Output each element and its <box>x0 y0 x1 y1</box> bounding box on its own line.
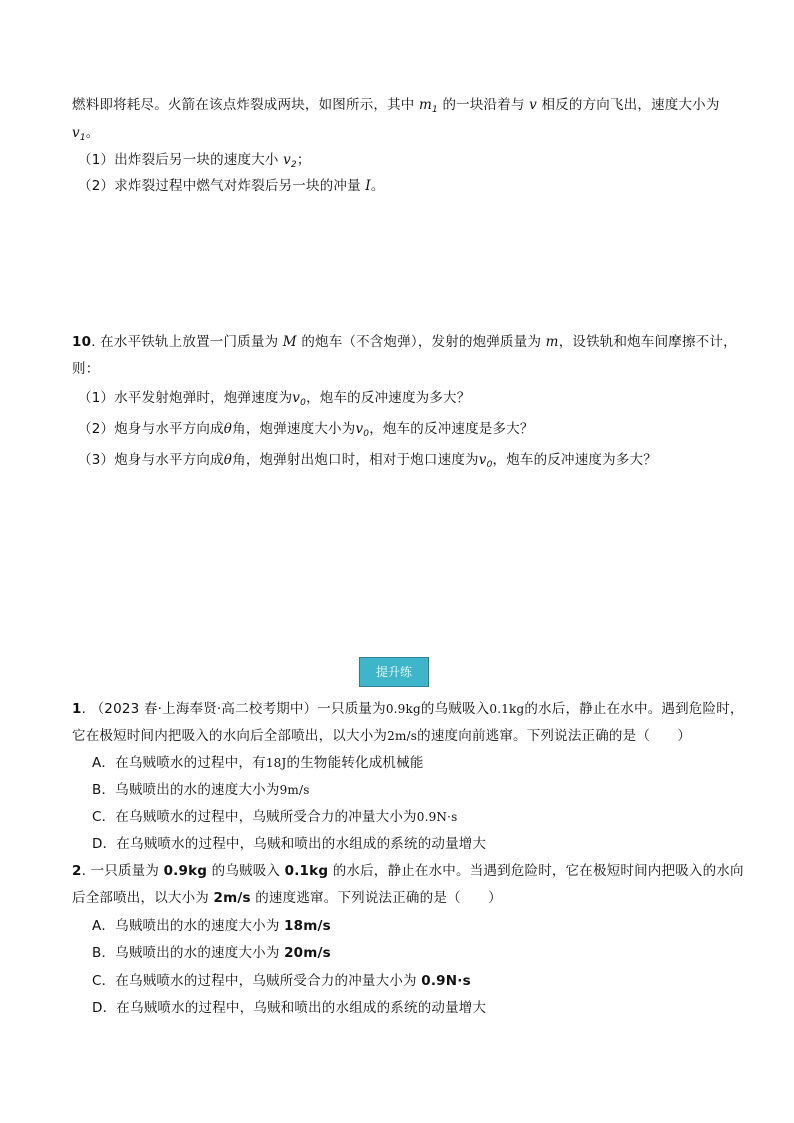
e2-line-1: 2. 一只质量为 0.9kg 的乌贼吸入 0.1kg 的水后，静止在水中。当遇到危险时，它在极短时间内把吸入的水向 <box>72 863 744 879</box>
q10-line-1: 10. 在水平铁轨上放置一门质量为 M 的炮车（不含炮弹），发射的炮弹质量为 m，设铁轨和炮车间摩擦不计， <box>72 334 737 350</box>
q10-part-1: （1）水平发射炮弹时，炮弹速度为$v_0$，炮车的反冲速度为多大？ <box>78 390 471 408</box>
e1-option-b: B．乌贼喷出的水的速度大小为9m/s <box>92 782 310 798</box>
e2-option-d: D．在乌贼喷水的过程中，乌贼和喷出的水组成的系统的动量增大 <box>92 1000 487 1016</box>
e1-line-1: 1. （2023 春·上海奉贤·高二校考期中）一只质量为0.9kg的乌贼吸入0.1kg的水后，静止在水中。遇到危险时， <box>72 701 744 717</box>
q10-part-3: （3）炮身与水平方向成θ角，炮弹射出炮口时，相对于炮口速度为$v_0$，炮车的反冲速度为多大？ <box>78 452 657 470</box>
q10-line-2: 则： <box>72 361 100 377</box>
e2-option-b: B．乌贼喷出的水的速度大小为 20m/s <box>92 945 331 961</box>
e1-option-c: C．在乌贼喷水的过程中，乌贼所受合力的冲量大小为0.9N·s <box>92 809 458 825</box>
q9-line-2: $v_1$。 <box>72 125 100 143</box>
e1-option-a: A．在乌贼喷水的过程中，有18J的生物能转化成机械能 <box>92 755 424 771</box>
e2-option-a: A．乌贼喷出的水的速度大小为 18m/s <box>92 918 331 934</box>
q9-part-2: （2）求炸裂过程中燃气对炸裂后另一块的冲量 I。 <box>78 178 385 194</box>
e2-option-c: C．在乌贼喷水的过程中，乌贼所受合力的冲量大小为 0.9N·s <box>92 973 471 989</box>
q10-part-2: （2）炮身与水平方向成θ角，炮弹速度大小为$v_0$，炮车的反冲速度是多大？ <box>78 421 534 439</box>
section-badge: 提升练 <box>359 657 429 687</box>
q9-part-1: （1）出炸裂后另一块的速度大小 $v_2$； <box>78 152 311 170</box>
q9-line-1: 燃料即将耗尽。火箭在该点炸裂成两块，如图所示，其中 $m_1$ 的一块沿着与 v 相反的方向飞出，速度大小为 <box>72 97 720 115</box>
e1-option-d: D．在乌贼喷水的过程中，乌贼和喷出的水组成的系统的动量增大 <box>92 836 487 852</box>
e2-line-2: 后全部喷出，以大小为 2m/s 的速度逃窜。下列说法正确的是（ ） <box>72 890 502 906</box>
e1-line-2: 它在极短时间内把吸入的水向后全部喷出，以大小为2m/s的速度向前逃窜。下列说法正确的是（ ） <box>72 728 692 744</box>
